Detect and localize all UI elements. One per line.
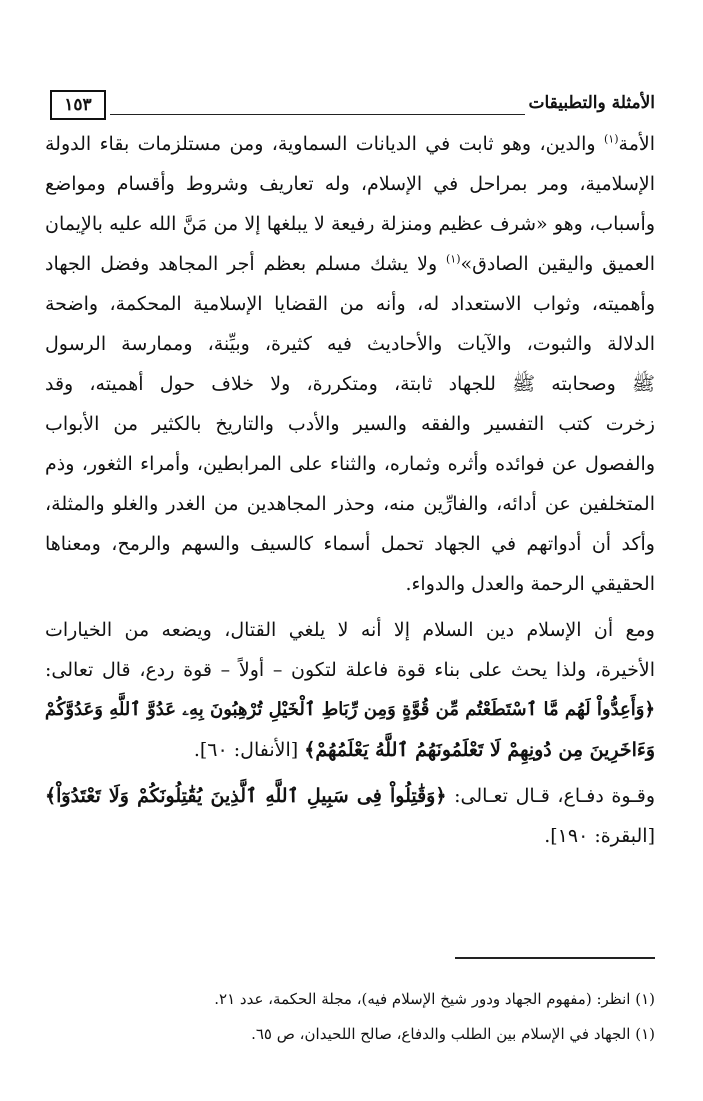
text-line <box>45 124 655 164</box>
text-line <box>45 776 655 816</box>
text-line: الأخيرة، ولذا يحث على بناء قوة فاعلة لتكون – أولاً – قوة ردع، قال تعالى: <box>45 659 655 681</box>
page-number: ١٥٣ <box>50 90 106 120</box>
footnote-2: (١) الجهاد في الإسلام بين الطلب والدفاع، صالح اللحيدان، ص ٦٥. <box>251 1025 655 1043</box>
text-line: ومع أن الإسلام دين السلام إلا أنه لا يلغي القتال، ويضعه من الخيارات <box>45 619 655 641</box>
quran-verse: ﴿وَقَٰتِلُواْ فِى سَبِيلِ ٱللَّهِ ٱلَّذِينَ يُقَٰتِلُونَكُمْ وَلَا تَعْتَدُوٓاْ﴾ <box>45 785 447 807</box>
quran-verse-line: ﴿وَأَعِدُّواْ لَهُم مَّا ٱسْتَطَعْتُم مِّن قُوَّةٍ وَمِن رِّبَاطِ ٱلْخَيْلِ تُرْهِبُونَ بِهِۦ عَدُوَّ ٱللَّهِ وَعَدُوَّكُمْ <box>45 699 655 720</box>
footnote-ref: (١) <box>604 132 619 146</box>
text-line: المتخلفين عن أدائه، والفارِّين منه، وحذر المجاهدين من الغدر والغلو والمثلة، <box>45 493 655 515</box>
quran-verse: وَءَاخَرِينَ مِن دُونِهِمْ لَا تَعْلَمُونَهُمُ ٱللَّهُ يَعْلَمُهُمْ﴾ <box>304 739 655 761</box>
text-line: وأهميته، وثواب الاستعداد له، وأنه من القضايا الإسلامية المحكمة، واضحة <box>45 293 655 315</box>
text-line: الدلالة والثبوت، والآيات والأحاديث فيه كثيرة، وبيِّنة، وممارسة الرسول <box>45 333 655 355</box>
verse-citation: [البقرة: ١٩٠]. <box>544 825 655 847</box>
text-line: الحقيقي الرحمة والعدل والدواء. <box>405 573 655 595</box>
running-header <box>50 88 655 128</box>
verse-citation: [الأنفال: ٦٠]. <box>193 739 305 761</box>
text-segment: الأمة <box>618 133 655 155</box>
text-line: زخرت كتب التفسير والفقه والسير والأدب والتاريخ بالكثير من الأبواب <box>45 413 655 435</box>
paragraph-1 <box>45 124 655 604</box>
header-title: الأمثلة والتطبيقات <box>528 93 655 113</box>
header-rule <box>110 114 525 115</box>
text-line: ﷺ وصحابته ﷺ للجهاد ثابتة، ومتكررة، ولا خلاف حول أهميته، وقد <box>45 373 655 395</box>
footnote-ref: (١) <box>446 252 461 266</box>
text-line: وأسباب، وهو «شرف عظيم ومنزلة رفيعة لا يبلغها إلا من مَنَّ الله عليه بالإيمان <box>45 213 655 235</box>
footnotes <box>45 982 655 1052</box>
text-segment: ولا يشك مسلم بعظم أجر المجاهد وفضل الجهاد <box>45 253 446 275</box>
quran-verse-line <box>45 730 655 770</box>
text-line: وأكد أن أدواتهم في الجهاد تحمل أسماء كالسيف والسهم والرمح، ومعناها <box>45 533 655 555</box>
footnote-1: (١) انظر: (مفهوم الجهاد ودور شيخ الإسلام فيه)، مجلة الحكمة، عدد ٢١. <box>214 990 655 1008</box>
text-line: والفصول عن فوائده وأثره وثماره، والثناء على المرابطين، وأمراء الثغور، وذم <box>45 453 655 475</box>
text-segment: العميق واليقين الصادق» <box>460 253 655 275</box>
body-text <box>45 124 655 856</box>
text-segment: والدين، وهو ثابت في الديانات السماوية، ومن مستلزمات بقاء الدولة <box>45 133 604 155</box>
paragraph-3 <box>45 776 655 856</box>
paragraph-2 <box>45 610 655 770</box>
footnote-divider <box>455 957 655 959</box>
text-line <box>45 244 655 284</box>
text-segment: وقـوة دفـاع، قـال تعـالى: <box>446 785 655 807</box>
text-line: الإسلامية، ومر بمراحل في الإسلام، وله تعاريف وشروط وأقسام ومواضع <box>45 173 655 195</box>
